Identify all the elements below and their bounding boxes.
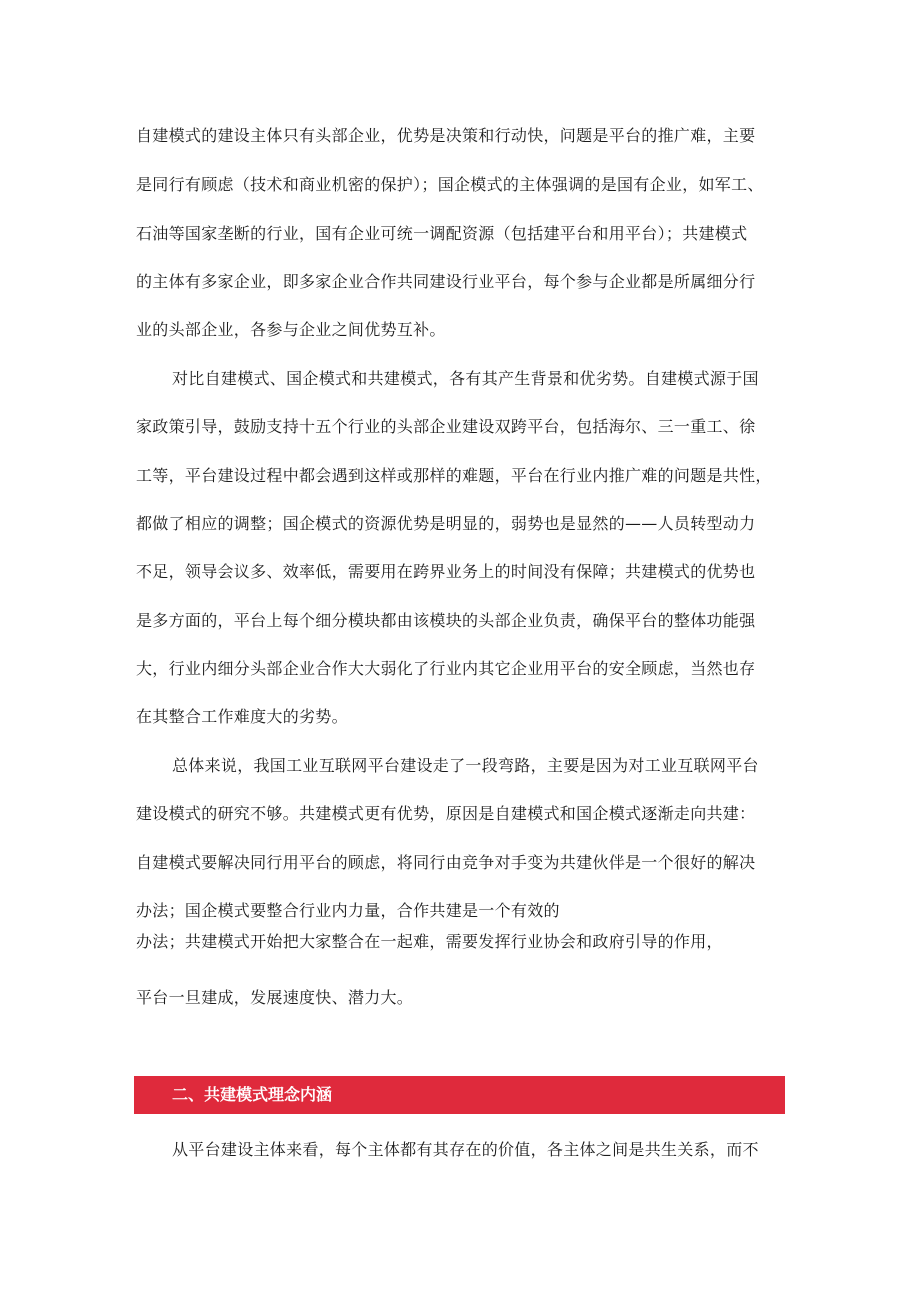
- paragraph-4-line: 从平台建设主体来看，每个主体都有其存在的价值，各主体之间是共生关系，而不: [172, 1140, 759, 1159]
- paragraph-3-line: 办法；国企模式要整合行业内力量，合作共建是一个有效的: [136, 901, 560, 920]
- paragraph-1-line: 的主体有多家企业，即多家企业合作共同建设行业平台，每个参与企业都是所属细分行: [136, 272, 756, 291]
- paragraph-2-line: 对比自建模式、国企模式和共建模式，各有其产生背景和优劣势。自建模式源于国: [172, 369, 759, 388]
- paragraph-3-line: 办法；共建模式开始把大家整合在一起难，需要发挥行业协会和政府引导的作用，: [136, 932, 723, 951]
- paragraph-3-line: 总体来说，我国工业互联网平台建设走了一段弯路，主要是因为对工业互联网平台: [172, 756, 759, 775]
- paragraph-3-line: 建设模式的研究不够。共建模式更有优势，原因是自建模式和国企模式逐渐走向共建：: [136, 804, 756, 823]
- paragraph-2-line: 是多方面的，平台上每个细分模块都由该模块的头部企业负责，确保平台的整体功能强: [136, 611, 756, 630]
- paragraph-2-line: 不足，领导会议多、效率低，需要用在跨界业务上的时间没有保障；共建模式的优势也: [136, 562, 756, 581]
- section-heading: 二、共建模式理念内涵: [172, 1085, 333, 1104]
- paragraph-2-line: 工等，平台建设过程中都会遇到这样或那样的难题，平台在行业内推广难的问题是共性，: [136, 466, 772, 485]
- paragraph-2-line: 在其整合工作难度大的劣势。: [136, 707, 348, 726]
- paragraph-2-line: 家政策引导，鼓励支持十五个行业的头部企业建设双跨平台，包括海尔、三一重工、徐: [136, 417, 756, 436]
- paragraph-1-line: 石油等国家垄断的行业，国有企业可统一调配资源（包括建平台和用平台）；共建模式: [136, 224, 748, 243]
- section-heading-bar: [134, 1076, 785, 1114]
- paragraph-3-line: 自建模式要解决同行用平台的顾虑，将同行由竞争对手变为共建伙伴是一个很好的解决: [136, 853, 756, 872]
- paragraph-3-line: 平台一旦建成，发展速度快、潜力大。: [136, 988, 414, 1007]
- paragraph-1-line: 自建模式的建设主体只有头部企业，优势是决策和行动快，问题是平台的推广难，主要: [136, 126, 756, 145]
- paragraph-1-line: 是同行有顾虑（技术和商业机密的保护）；国企模式的主体强调的是国有企业，如军工、: [136, 175, 764, 194]
- paragraph-2-line: 大，行业内细分头部企业合作大大弱化了行业内其它企业用平台的安全顾虑，当然也存: [136, 659, 756, 678]
- paragraph-1-line: 业的头部企业，各参与企业之间优势互补。: [136, 320, 446, 339]
- paragraph-2-line: 都做了相应的调整；国企模式的资源优势是明显的，弱势也是显然的——人员转型动力: [136, 514, 756, 533]
